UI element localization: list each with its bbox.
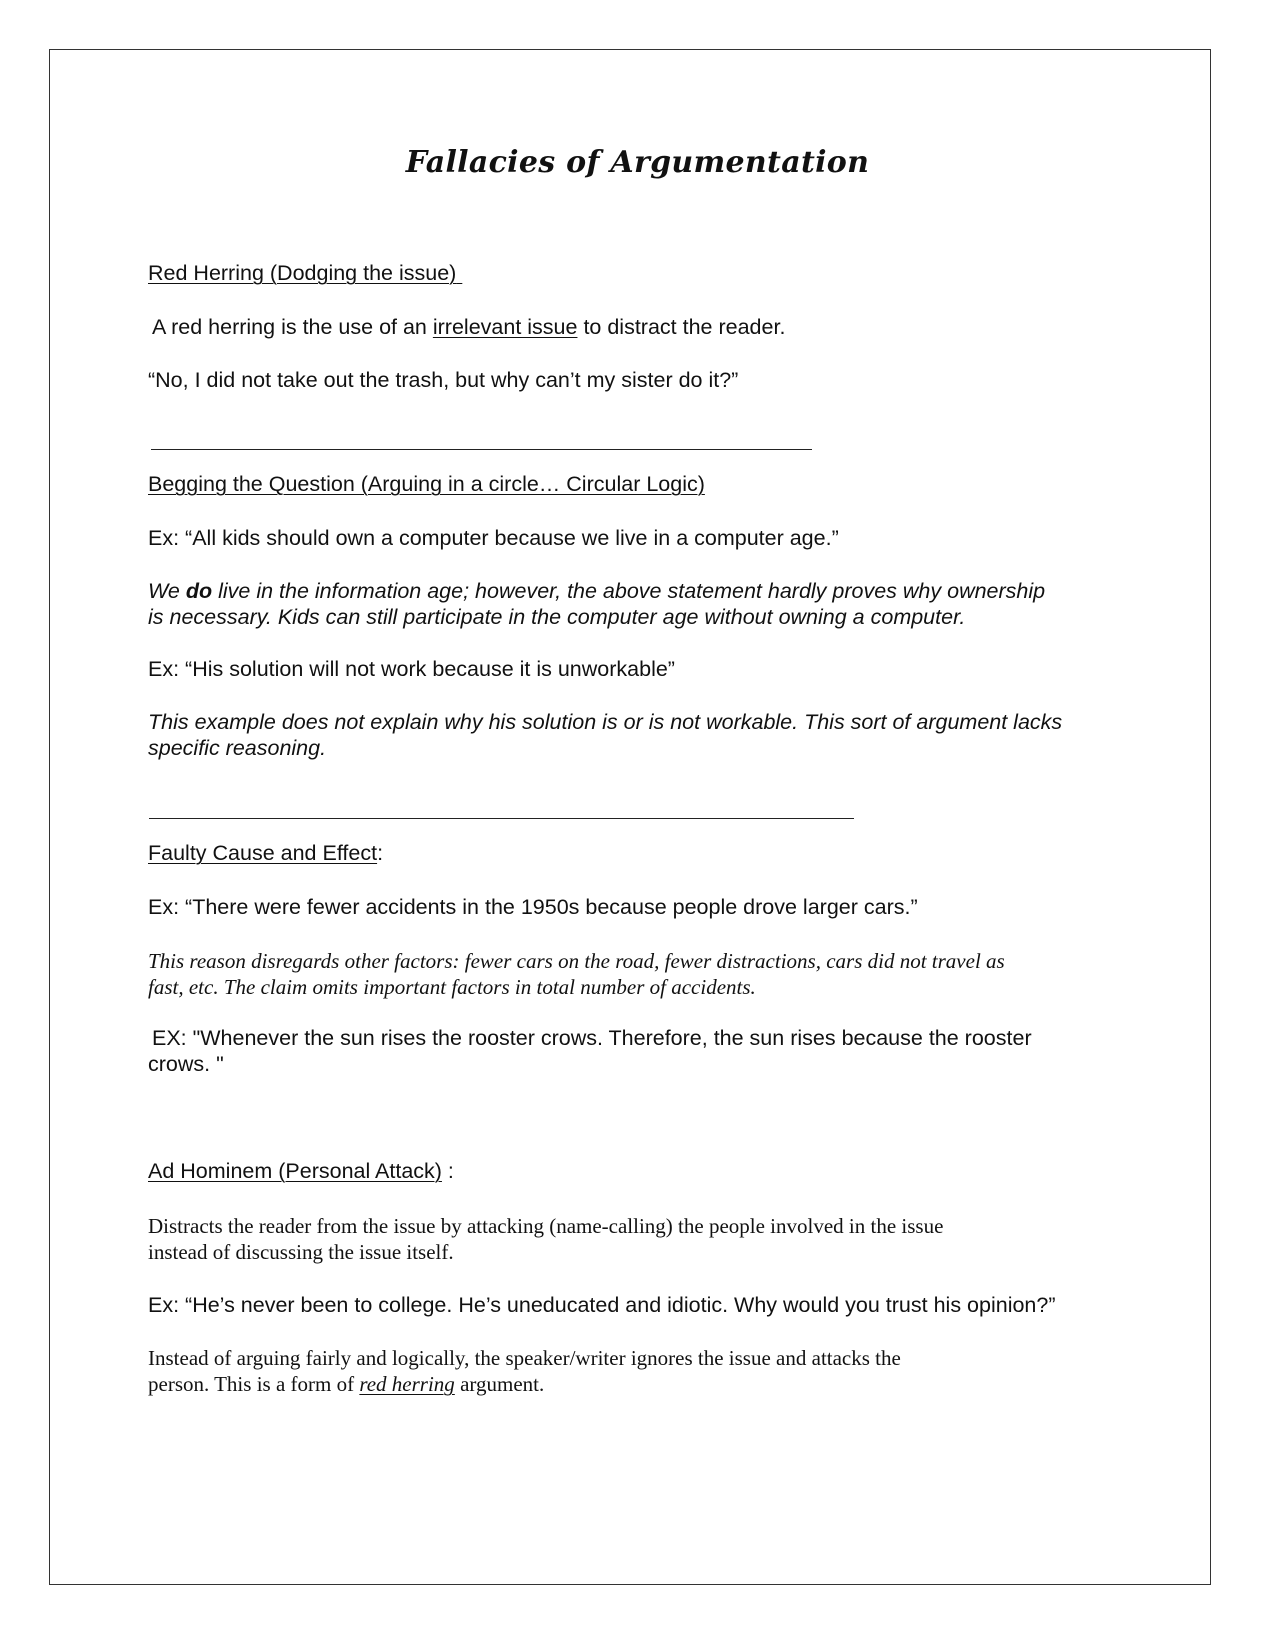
- explanation-line-1: Instead of arguing fairly and logically, the speaker/writer ignores the issue and attacks the: [148, 1346, 901, 1370]
- red-herring-reference: red herring: [359, 1372, 455, 1396]
- example-line-1: EX: "Whenever the sun rises the rooster crows. Therefore, the sun rises because the rooster: [152, 1026, 1032, 1050]
- explanation-rest: live in the information age; however, the above statement hardly proves why ownership: [212, 579, 1046, 603]
- begging-explanation-2: [148, 709, 1062, 761]
- section-heading-begging-the-question: [148, 472, 705, 497]
- section-divider: [151, 449, 812, 450]
- ad-hominem-definition: [148, 1213, 943, 1265]
- section-divider: [149, 818, 854, 819]
- definition-line-2: instead of discussing the issue itself.: [148, 1240, 454, 1264]
- explanation-line-1: This reason disregards other factors: fewer cars on the road, fewer distractions, cars did not travel as: [148, 949, 1005, 973]
- explanation-line-1: This example does not explain why his solution is or is not workable. This sort of argument lacks: [148, 710, 1063, 734]
- explanation-line-2: is necessary. Kids can still participate in the computer age without owning a computer.: [148, 605, 966, 629]
- emphasis-word: do: [185, 579, 213, 603]
- section-heading-ad-hominem: [148, 1159, 454, 1184]
- faulty-example-2: [148, 1025, 1032, 1077]
- definition-text-start: A red herring is the use of an: [152, 315, 433, 339]
- section-heading-red-herring: [148, 261, 462, 286]
- section-heading-faulty-cause-and-effect: [148, 841, 383, 866]
- heading-text: Faulty Cause and Effect: [148, 841, 378, 865]
- explanation-line-1: [148, 578, 1045, 604]
- page-title: Fallacies of Argumentation: [405, 145, 870, 180]
- definition-text-end: to distract the reader.: [577, 315, 786, 339]
- faulty-explanation-1: [148, 948, 1005, 1000]
- heading-text: Begging the Question (Arguing in a circle… Circular Logic): [148, 472, 705, 496]
- example-line-2: crows. ": [148, 1052, 224, 1076]
- explanation-line-2: specific reasoning.: [148, 736, 327, 760]
- red-herring-example: “No, I did not take out the trash, but why can’t my sister do it?”: [148, 368, 739, 392]
- explanation-start: person. This is a form of: [148, 1372, 360, 1396]
- explanation-line-2: fast, etc. The claim omits important factors in total number of accidents.: [148, 975, 756, 999]
- explanation-end: argument.: [454, 1372, 545, 1396]
- explanation-start: We: [148, 579, 186, 603]
- heading-text: Ad Hominem (Personal Attack): [148, 1159, 442, 1183]
- heading-text: Red Herring (Dodging the issue): [148, 261, 457, 285]
- definition-key-term: irrelevant issue: [432, 315, 578, 339]
- begging-explanation-1: [148, 578, 1045, 630]
- explanation-line-2: [148, 1371, 901, 1397]
- ad-hominem-explanation: [148, 1345, 901, 1397]
- heading-colon: :: [441, 1159, 454, 1183]
- heading-colon: :: [377, 841, 384, 865]
- faulty-example-1: Ex: “There were fewer accidents in the 1950s because people drove larger cars.”: [148, 895, 918, 919]
- ad-hominem-example: Ex: “He’s never been to college. He’s uneducated and idiotic. Why would you trust his opinion?”: [148, 1293, 1056, 1317]
- heading-trailing-space: [456, 261, 462, 285]
- begging-example-2: Ex: “His solution will not work because it is unworkable”: [148, 657, 675, 681]
- begging-example-1: Ex: “All kids should own a computer because we live in a computer age.”: [148, 526, 839, 550]
- red-herring-definition: [152, 315, 785, 340]
- definition-line-1: Distracts the reader from the issue by attacking (name-calling) the people involved in the issue: [148, 1214, 944, 1238]
